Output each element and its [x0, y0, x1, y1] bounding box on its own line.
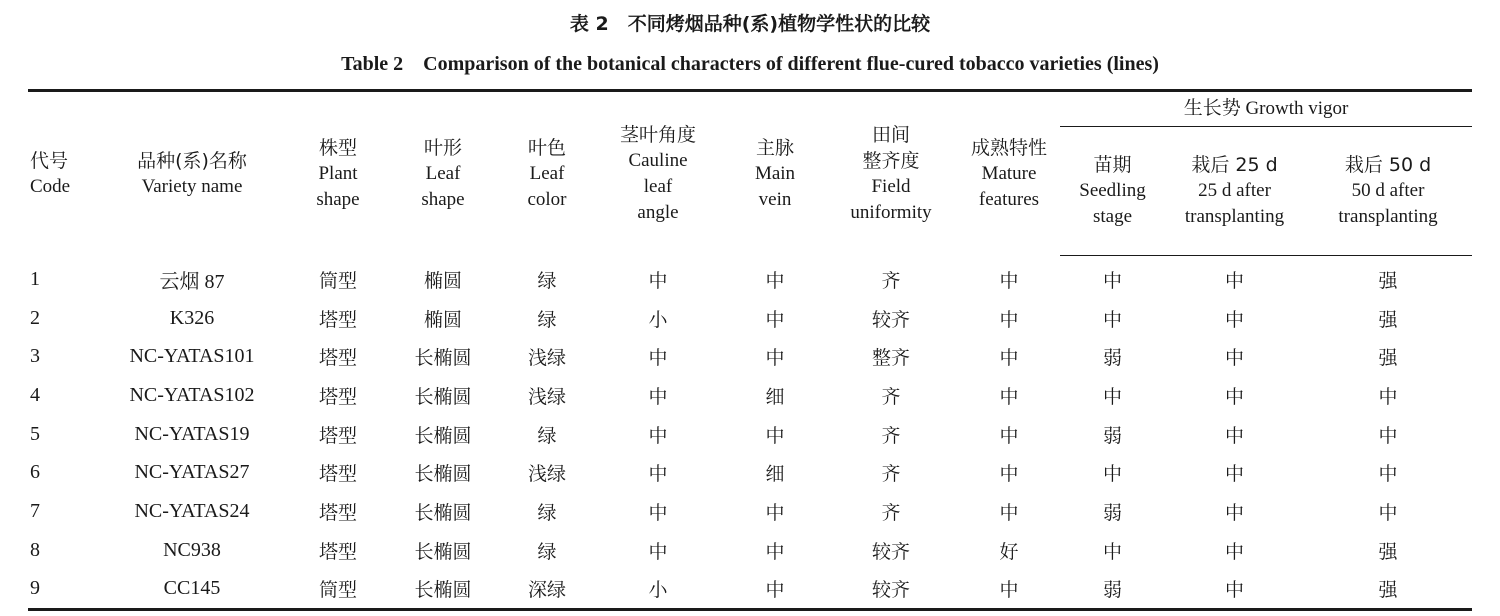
cell-maturity: 中: [999, 579, 1019, 602]
table-row: [28, 492, 1472, 531]
cell-code: 9: [30, 577, 40, 600]
cell-uniformity: 齐: [881, 385, 901, 408]
cell-main-vein: 中: [765, 269, 785, 292]
cell-main-vein: 中: [765, 347, 785, 370]
cell-variety: NC-YATAS27: [134, 461, 250, 484]
cell-after50: 中: [1378, 424, 1398, 447]
cell-code: 4: [30, 383, 40, 406]
header-maturity: [958, 91, 1060, 256]
cell-after50: 强: [1378, 269, 1398, 292]
cell-plant-shape: 塔型: [318, 540, 357, 563]
cell-code: 5: [30, 422, 40, 445]
cell-seedling: 弱: [1102, 424, 1122, 447]
cell-plant-shape: 塔型: [318, 463, 357, 486]
cell-variety: NC938: [163, 538, 221, 561]
header-leaf-angle-en2: leaf: [643, 175, 673, 197]
cell-main-vein: 中: [765, 540, 785, 563]
cell-variety: NC-YATAS102: [129, 383, 255, 406]
comparison-table: [28, 89, 1472, 611]
cell-code: 7: [30, 499, 40, 522]
cell-plant-shape: 塔型: [318, 308, 357, 331]
cell-seedling: 弱: [1102, 579, 1122, 602]
cell-variety: K326: [169, 306, 215, 329]
cell-plant-shape: 筒型: [318, 579, 357, 602]
header-main-vein-en1: Main: [754, 162, 796, 184]
cell-leaf-angle: 中: [648, 463, 668, 486]
table-row: [28, 376, 1472, 415]
cell-after25: 中: [1224, 501, 1244, 524]
table-title-en: Table 2 Comparison of the botanical characters of different flue-cured tobacco varieties (lines): [341, 53, 1159, 75]
cell-variety: CC145: [163, 577, 221, 600]
header-leaf-angle-en1: Cauline: [628, 149, 688, 171]
cell-main-vein: 中: [765, 308, 785, 331]
header-after50: [1304, 127, 1472, 256]
cell-maturity: 好: [999, 540, 1019, 563]
cell-uniformity: 整齐: [871, 347, 910, 370]
header-after25-en1: 25 d after: [1198, 180, 1271, 201]
cell-leaf-shape: 椭圆: [423, 269, 462, 292]
cell-leaf-color: 绿: [537, 501, 557, 524]
cell-leaf-angle: 小: [648, 579, 668, 602]
cell-variety: NC-YATAS24: [134, 499, 250, 522]
header-growth-vigor: 生长势 Growth vigor: [1060, 91, 1472, 127]
cell-after50: 强: [1378, 347, 1398, 370]
table-row: [28, 337, 1472, 376]
cell-leaf-shape: 椭圆: [423, 308, 462, 331]
header-seedling-en2: stage: [1092, 206, 1133, 227]
header-uniformity: [824, 91, 958, 256]
cell-main-vein: 中: [765, 501, 785, 524]
cell-main-vein: 中: [765, 579, 785, 602]
header-seedling-en1: Seedling: [1079, 180, 1146, 201]
header-uniformity-cn1: 田间: [871, 123, 910, 146]
cell-maturity: 中: [999, 424, 1019, 447]
header-code-cn: 代号: [30, 149, 69, 172]
cell-leaf-shape: 长椭圆: [414, 579, 472, 602]
cell-leaf-angle: 小: [648, 308, 668, 331]
cell-leaf-angle: 中: [648, 424, 668, 447]
header-leaf-color-en1: Leaf: [529, 162, 565, 184]
cell-after25: 中: [1224, 540, 1244, 563]
cell-plant-shape: 塔型: [318, 385, 357, 408]
cell-maturity: 中: [999, 385, 1019, 408]
table-row: [28, 415, 1472, 454]
header-uniformity-en2: uniformity: [850, 201, 932, 223]
cell-after25: 中: [1224, 463, 1244, 486]
cell-main-vein: 中: [765, 424, 785, 447]
header-after50-en2: transplanting: [1338, 206, 1438, 227]
header-uniformity-en1: Field: [871, 175, 911, 197]
cell-uniformity: 齐: [881, 269, 901, 292]
cell-maturity: 中: [999, 269, 1019, 292]
cell-leaf-color: 绿: [537, 269, 557, 292]
header-maturity-en2: features: [978, 188, 1040, 210]
cell-after50: 中: [1378, 463, 1398, 486]
header-leaf-color-cn: 叶色: [527, 136, 566, 159]
table-body: [28, 256, 1472, 610]
cell-leaf-shape: 长椭圆: [414, 540, 472, 563]
cell-leaf-color: 绿: [537, 308, 557, 331]
cell-after25: 中: [1224, 579, 1244, 602]
cell-after25: 中: [1224, 385, 1244, 408]
cell-code: 3: [30, 345, 40, 368]
cell-seedling: 中: [1102, 540, 1122, 563]
header-leaf-shape-en2: shape: [421, 188, 465, 210]
cell-uniformity: 较齐: [871, 308, 910, 331]
cell-leaf-shape: 长椭圆: [414, 424, 472, 447]
header-leaf-angle: [590, 91, 726, 256]
header-leaf-color: [504, 91, 590, 256]
cell-leaf-angle: 中: [648, 269, 668, 292]
cell-after50: 中: [1378, 501, 1398, 524]
header-leaf-angle-cn: 茎叶角度: [619, 123, 696, 146]
cell-leaf-angle: 中: [648, 540, 668, 563]
table-row: [28, 531, 1472, 570]
cell-seedling: 中: [1102, 385, 1122, 408]
cell-after25: 中: [1224, 347, 1244, 370]
cell-seedling: 中: [1102, 308, 1122, 331]
header-variety-en: Variety name: [141, 175, 243, 197]
header-after25-cn: 栽后 25 d: [1191, 154, 1278, 176]
cell-uniformity: 齐: [881, 424, 901, 447]
cell-seedling: 弱: [1102, 347, 1122, 370]
cell-maturity: 中: [999, 347, 1019, 370]
cell-leaf-shape: 长椭圆: [414, 385, 472, 408]
cell-uniformity: 齐: [881, 501, 901, 524]
header-leaf-shape-en1: Leaf: [425, 162, 461, 184]
cell-uniformity: 齐: [881, 463, 901, 486]
table-title-cn: 表 2 不同烤烟品种(系)植物学性状的比较: [569, 13, 931, 35]
cell-maturity: 中: [999, 463, 1019, 486]
cell-after25: 中: [1224, 424, 1244, 447]
table-row: [28, 256, 1472, 299]
header-after50-en1: 50 d after: [1351, 180, 1425, 201]
header-leaf-color-en2: color: [527, 188, 567, 210]
cell-leaf-shape: 长椭圆: [414, 501, 472, 524]
cell-code: 6: [30, 461, 40, 484]
cell-code: 1: [30, 267, 40, 290]
table-row: [28, 570, 1472, 610]
cell-leaf-shape: 长椭圆: [414, 463, 472, 486]
header-seedling-cn: 苗期: [1093, 154, 1132, 176]
cell-leaf-shape: 长椭圆: [414, 347, 472, 370]
cell-maturity: 中: [999, 501, 1019, 524]
header-uniformity-cn2: 整齐度: [862, 149, 920, 172]
cell-leaf-color: 绿: [537, 424, 557, 447]
cell-maturity: 中: [999, 308, 1019, 331]
header-seedling: [1060, 127, 1165, 256]
table-row: [28, 453, 1472, 492]
header-code-en: Code: [30, 175, 71, 197]
cell-leaf-angle: 中: [648, 501, 668, 524]
header-maturity-en1: Mature: [981, 162, 1037, 184]
header-after25: [1165, 127, 1304, 256]
cell-leaf-color: 浅绿: [527, 347, 566, 370]
header-after25-en2: transplanting: [1184, 206, 1285, 227]
cell-leaf-color: 浅绿: [527, 385, 566, 408]
header-leaf-angle-en3: angle: [637, 201, 679, 223]
cell-leaf-angle: 中: [648, 385, 668, 408]
cell-uniformity: 较齐: [871, 579, 910, 602]
header-leaf-shape-cn: 叶形: [423, 136, 462, 159]
cell-code: 2: [30, 306, 40, 329]
cell-variety: NC-YATAS19: [134, 422, 250, 445]
cell-seedling: 中: [1102, 269, 1122, 292]
header-code: [28, 91, 90, 256]
cell-main-vein: 细: [765, 463, 785, 486]
cell-plant-shape: 塔型: [318, 347, 357, 370]
header-main-vein: [726, 91, 824, 256]
header-main-vein-en2: vein: [758, 188, 792, 210]
cell-variety: 云烟 87: [159, 270, 225, 293]
cell-after25: 中: [1224, 269, 1244, 292]
header-plant-shape-en2: shape: [316, 188, 360, 210]
cell-main-vein: 细: [765, 385, 785, 408]
cell-after50: 强: [1378, 308, 1398, 331]
cell-after25: 中: [1224, 308, 1244, 331]
table-row: [28, 299, 1472, 338]
cell-plant-shape: 筒型: [318, 269, 357, 292]
cell-seedling: 中: [1102, 463, 1122, 486]
cell-plant-shape: 塔型: [318, 424, 357, 447]
cell-leaf-color: 深绿: [527, 579, 566, 602]
header-plant-shape-cn: 株型: [318, 136, 357, 159]
cell-plant-shape: 塔型: [318, 501, 357, 524]
cell-after50: 强: [1378, 540, 1398, 563]
header-maturity-cn: 成熟特性: [970, 136, 1047, 159]
header-main-vein-cn: 主脉: [755, 136, 794, 159]
cell-seedling: 弱: [1102, 501, 1122, 524]
cell-code: 8: [30, 538, 40, 561]
header-plant-shape-en1: Plant: [318, 162, 358, 184]
cell-after50: 强: [1378, 579, 1398, 602]
cell-variety: NC-YATAS101: [129, 345, 255, 368]
cell-after50: 中: [1378, 385, 1398, 408]
cell-leaf-angle: 中: [648, 347, 668, 370]
cell-uniformity: 较齐: [871, 540, 910, 563]
header-variety-cn: 品种(系)名称: [137, 149, 247, 172]
header-leaf-shape: [382, 91, 504, 256]
header-plant-shape: [294, 91, 382, 256]
header-after50-cn: 栽后 50 d: [1344, 154, 1432, 176]
header-variety: [90, 91, 294, 256]
cell-leaf-color: 浅绿: [527, 463, 566, 486]
cell-leaf-color: 绿: [537, 540, 557, 563]
